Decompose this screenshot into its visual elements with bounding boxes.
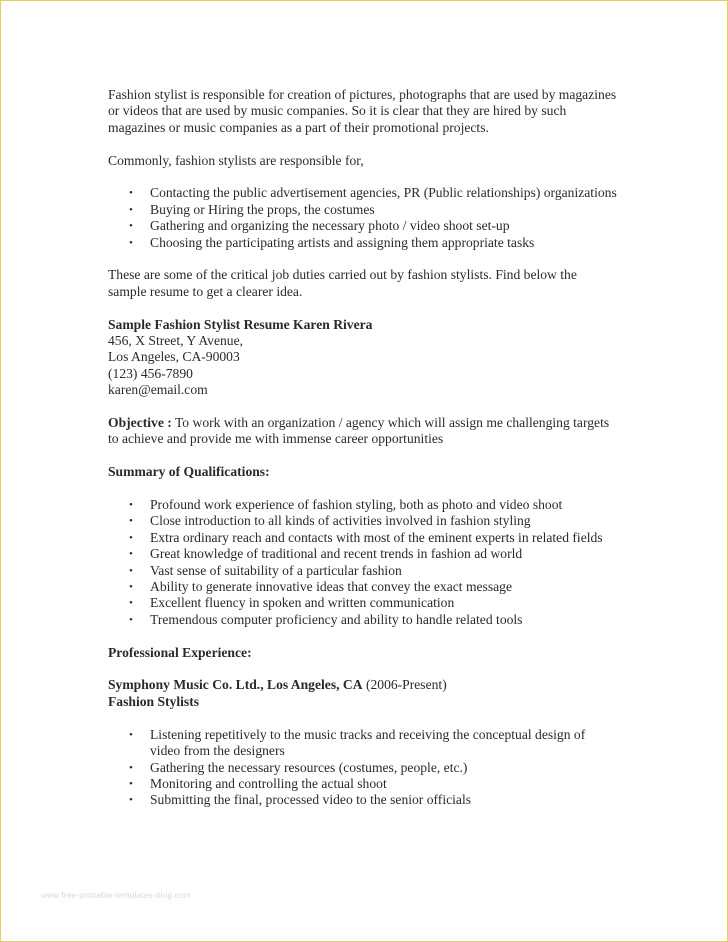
objective-label: Objective : [108, 415, 172, 431]
list-item: • Ability to generate innovative ideas that convey the exact message [108, 579, 618, 595]
summary-heading: Summary of Qualifications: [108, 464, 270, 480]
list-item: • Vast sense of suitability of a particular fashion [108, 563, 618, 579]
list-item: • Monitoring and controlling the actual shoot [108, 776, 618, 792]
document-body [108, 87, 618, 809]
job-title: Fashion Stylists [108, 693, 200, 709]
email-address: karen@email.com [108, 382, 208, 398]
list-item: • Buying or Hiring the props, the costumes [108, 202, 618, 218]
list-item: • Submitting the final, processed video to the senior officials [108, 792, 618, 808]
resume-heading: Sample Fashion Stylist Resume Karen Rivera [108, 316, 373, 332]
list-item: • Choosing the participating artists and assigning them appropriate tasks [108, 235, 618, 251]
phone-number: (123) 456-7890 [108, 365, 193, 381]
list-item: • Listening repetitively to the music tracks and receiving the conceptual design of video from the designers [108, 727, 618, 760]
list-item: • Extra ordinary reach and contacts with most of the eminent experts in related fields [108, 530, 618, 546]
employer-line [108, 677, 618, 693]
address-line-1: 456, X Street, Y Avenue, [108, 333, 244, 349]
intro-paragraph: Fashion stylist is responsible for creation of pictures, photographs that are used by magazines or videos that are used by music companies. So it is clear that they are hired by such magazines or music companies as a part of their promotional projects. [108, 87, 617, 135]
list-item: • Excellent fluency in spoken and written communication [108, 595, 618, 611]
list-item: • Contacting the public advertisement agencies, PR (Public relationships) organizations [108, 185, 618, 201]
employer-name: Symphony Music Co. Ltd., Los Angeles, CA [108, 677, 363, 693]
duties-list [108, 185, 618, 251]
address-line-2: Los Angeles, CA-90003 [108, 349, 240, 365]
list-item: • Profound work experience of fashion styling, both as photo and video shoot [108, 497, 618, 513]
watermark: www.free-printable-templates-blog.com [41, 891, 191, 900]
employer-period: (2006-Present) [362, 677, 447, 693]
objective-paragraph [108, 415, 618, 448]
sample-lead-in: These are some of the critical job duties carried out by fashion stylists. Find below the sample resume to get a clearer idea. [108, 267, 577, 299]
experience-heading: Professional Experience: [108, 644, 252, 660]
qualifications-list [108, 497, 618, 628]
objective-text: To work with an organization / agency which will assign me challenging targets to achieve and provide me with immense career opportunities [108, 415, 610, 447]
list-item: • Gathering the necessary resources (costumes, people, etc.) [108, 760, 618, 776]
list-item: • Gathering and organizing the necessary photo / video shoot set-up [108, 218, 618, 234]
list-item: • Tremendous computer proficiency and ability to handle related tools [108, 612, 618, 628]
responsibilities-list [108, 727, 618, 809]
list-item: • Close introduction to all kinds of activities involved in fashion styling [108, 513, 618, 529]
list-item: • Great knowledge of traditional and recent trends in fashion ad world [108, 546, 618, 562]
duties-lead-in: Commonly, fashion stylists are responsible for, [108, 152, 364, 168]
